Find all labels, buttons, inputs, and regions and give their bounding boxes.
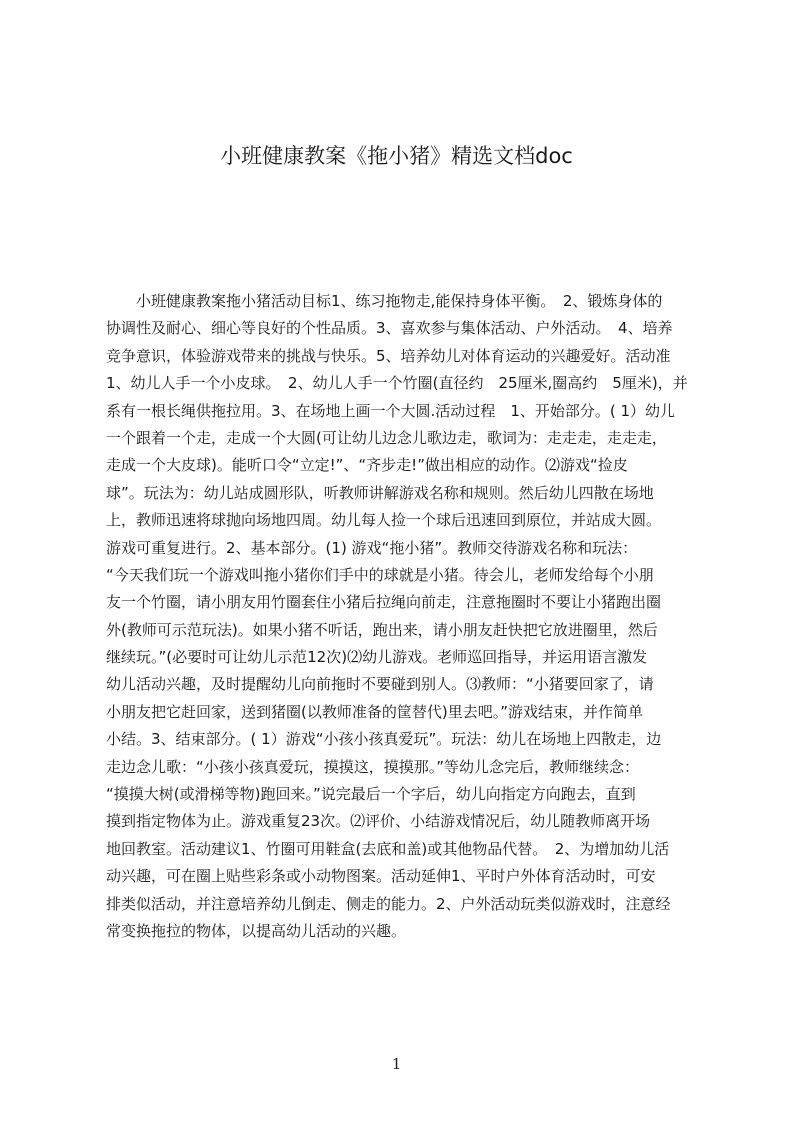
body-line: 系有一根长绳供拖拉用。3、在场地上画一个大圆.活动过程 1、开始部分。( 1）幼儿 [106, 401, 676, 420]
body-line: 小结。3、结束部分。( 1）游戏“小孩小孩真爱玩”。玩法：幼儿在场地上四散走，边 [106, 730, 662, 749]
body-line: 上，教师迅速将球抛向场地四周。幼儿每人捡一个球后迅速回到原位，并站成大圆。 [106, 511, 662, 530]
body-line: “摸摸大树(或滑梯等物)跑回来。”说完最后一个字后，幼儿向指定方向跑去，直到 [106, 785, 636, 804]
body-line: “今天我们玩一个游戏叫拖小猪你们手中的球就是小猪。待会儿，老师发给每个小朋 [106, 565, 654, 584]
body-line: 球”。玩法为：幼儿站成圆形队，听教师讲解游戏名称和规则。然后幼儿四散在场地 [106, 483, 654, 502]
body-line: 摸到指定物体为止。游戏重复23次。⑵评价、小结游戏情况后，幼儿随教师离开场 [106, 812, 651, 831]
body-line: 排类似活动，并注意培养幼儿倒走、侧走的能力。2、户外活动玩类似游戏时，注意经 [106, 894, 671, 913]
body-line: 小班健康教案拖小猪活动目标1、练习拖物走,能保持身体平衡。 2、锻炼身体的 [106, 292, 663, 310]
body-line: 地回教室。活动建议1、竹圈可用鞋盒(去底和盖)或其他物品代替。 2、为增加幼儿活 [106, 839, 670, 858]
body-line: 走边念儿歌：“小孩小孩真爱玩，摸摸这，摸摸那。”等幼儿念完后，教师继续念： [106, 757, 640, 776]
body-line: 幼儿活动兴趣，及时提醒幼儿向前拖时不要碰到别人。⑶教师：“小猪要回家了，请 [106, 675, 654, 694]
document-title: 小班健康教案《拖小猪》精选文档doc [220, 144, 573, 168]
body-line: 常变换拖拉的物体，以提高幼儿活动的兴趣。 [106, 921, 407, 940]
body-line: 外(教师可示范玩法)。如果小猪不听话，跑出来，请小朋友赶快把它放进圈里，然后 [106, 620, 658, 639]
body-line: 一个跟着一个走，走成一个大圆(可让幼儿边念儿歌边走，歌词为：走走走，走走走， [106, 428, 667, 447]
body-line: 动兴趣，可在圈上贴些彩条或小动物图案。活动延伸1、平时户外体育活动时，可安 [106, 867, 656, 886]
body-line: 友一个竹圈，请小朋友用竹圈套住小猪后拉绳向前走，注意拖圈时不要让小猪跑出圈 [106, 593, 662, 612]
body-line: 继续玩。”(必要时可让幼儿示范12次)⑵幼儿游戏。老师巡回指导，并运用语言激发 [106, 648, 648, 667]
document-body [106, 288, 700, 940]
body-line: 走成一个大皮球)。能听口令“立定!”、“齐步走!”做出相应的动作。⑵游戏“捡皮 [106, 456, 628, 475]
page-number: 1 [391, 1055, 402, 1073]
body-line: 1、幼儿人手一个小皮球。 2、幼儿人手一个竹圈(直径约 25厘米,圈高约 5厘米)，并 [106, 374, 688, 393]
body-line: 游戏可重复进行。2、基本部分。(1) 游戏“拖小猪”。教师交待游戏名称和玩法： [106, 538, 638, 557]
body-line: 协调性及耐心、细心等良好的个性品质。3、喜欢参与集体活动、户外活动。 4、培养 [106, 319, 673, 338]
body-line: 小朋友把它赶回家，送到猪圈(以教师准备的筐替代)里去吧。”游戏结束，并作简单 [106, 702, 643, 721]
body-line: 竞争意识，体验游戏带来的挑战与快乐。5、培养幼儿对体育运动的兴趣爱好。活动准 [106, 346, 671, 365]
